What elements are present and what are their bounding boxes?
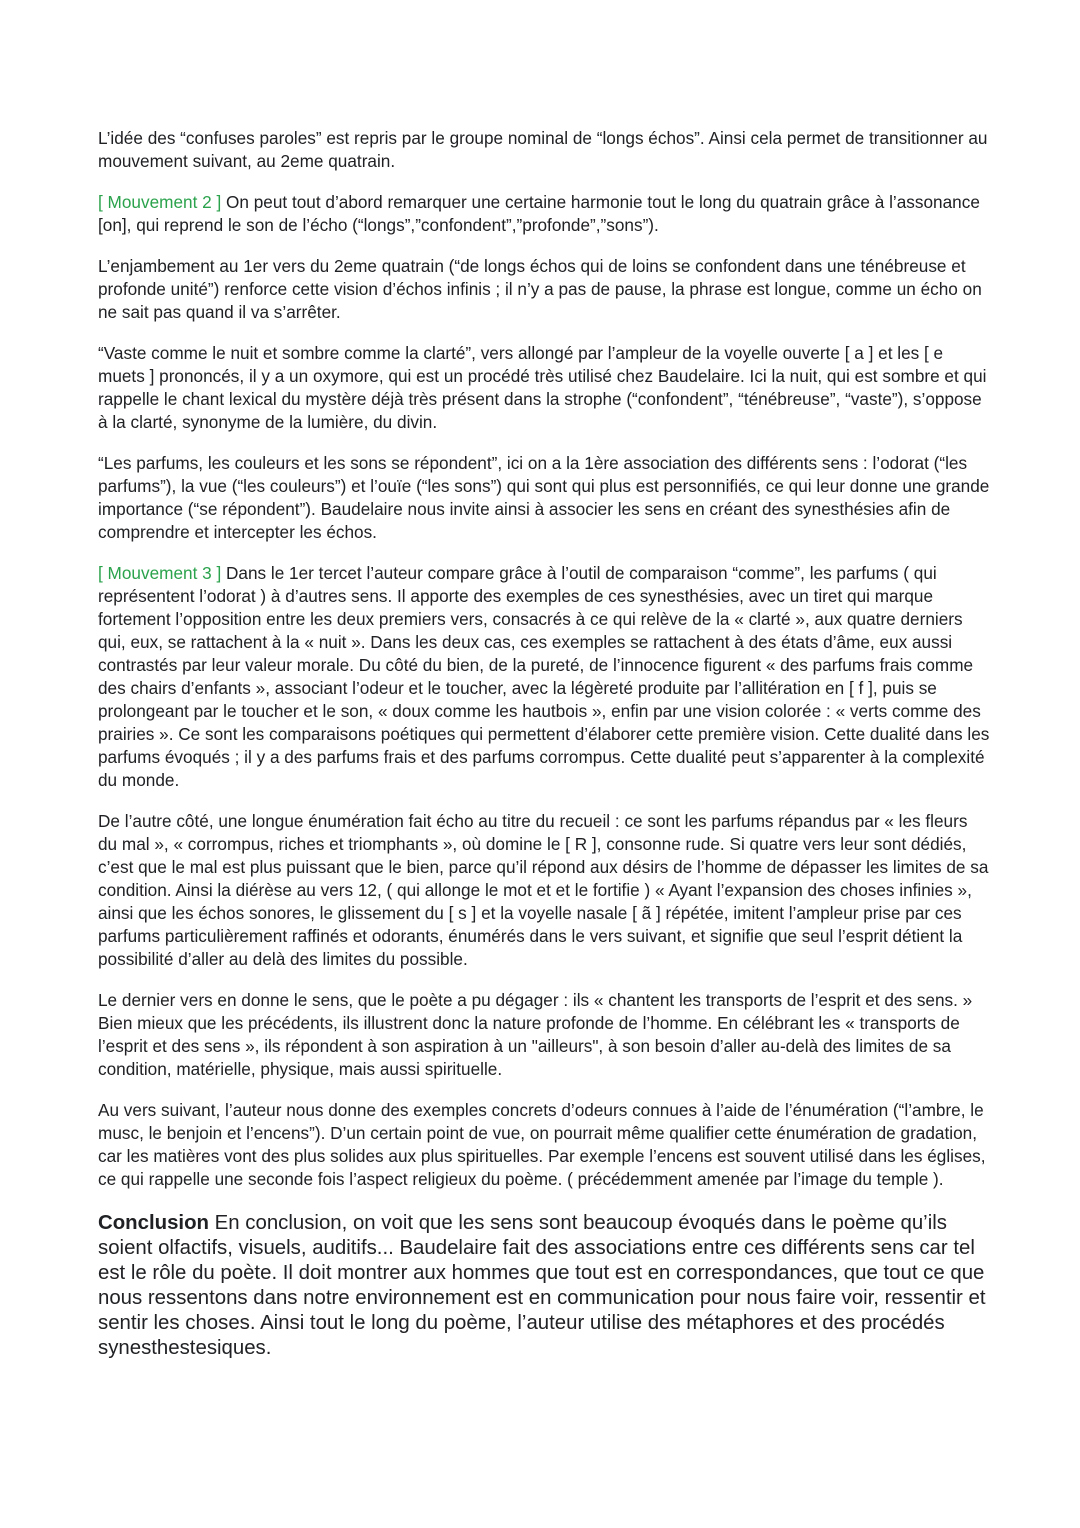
paragraph-synesthesie: “Les parfums, les couleurs et les sons se répondent”, ici on a la 1ère association des différents sens : l’odorat (“les parfums”), la vue (“les couleurs”) et l’ouïe (“les sons”) qui sont qui plus est personnifiés, ce qui leur donne une grande importance (“se répondent”). Baudelaire nous invite ainsi à associer les sens en créant des synesthésies afin de comprendre et intercepter les échos. <box>98 453 990 542</box>
paragraph-fleurs-du-mal: De l’autre côté, une longue énumération fait écho au titre du recueil : ce sont les parfums répandus par « les fleurs du mal », « corrompus, riches et triomphants », où domine le [ R ], consonne rude. Si quatre vers leur sont dédiés, c’est que le mal est plus puissant que le bien, parce qu’il répond aux désirs de l’homme de dépasser les limites de sa condition. Ainsi la diérèse au vers 12, ( qui allonge le mot et et le fortifie ) « Ayant l’expansion des choses infinies », ainsi que les échos sonores, le glissement du [ s ] et la voyelle nasale [ ã ] répétée, imitent l’ampleur prise par ces parfums particulièrement raffinés et odorants, énumérés dans le vers suivant, et signifie que seul l’esprit détient la possibilité d’aller au delà des limites du possible. <box>98 811 989 969</box>
paragraph-mouvement-3-text: Dans le 1er tercet l’auteur compare grâce à l’outil de comparaison “comme”, les parfums ( qui représentent l’odorat ) à d’autres sens. Il apporte des exemples de ces synesthésies, avec un tiret qui marque fortement l’opposition entre les deux premiers vers, consacrés à ce qui relève de la « clarté », aux quatre derniers qui, eux, se rattachent à la « nuit ». Dans les deux cas, ces exemples se rattachent à des états d’âme, eux aussi contrastés par leur valeur morale. Du côté du bien, de la pureté, de l’innocence figurent « des parfums frais comme des chairs d’enfants », associant l’odeur et le toucher, avec la légèreté produite par l’allitération en [ f ], puis se prolongeant par le toucher et le son, « doux comme les hautbois », enfin par une vision colorée : « verts comme des prairies ». Ce sont les comparaisons poétiques qui permettent d’élaborer cette première vision. Cette dualité dans les parfums évoqués ; il y a des parfums frais et des parfums corrompus. Cette dualité peut s’apparenter à la complexité du monde. <box>98 563 990 790</box>
paragraph-enjambement: L’enjambement au 1er vers du 2eme quatrain (“de longs échos qui de loins se confondent dans une ténébreuse et profonde unité”) renforce cette vision d’échos infinis ; il n’y a pas de pause, la phrase est longue, comme un écho on ne sait pas quand il va s’arrêter. <box>98 256 982 322</box>
paragraph-conclusion <box>98 1211 990 1361</box>
paragraph-dernier-vers: Le dernier vers en donne le sens, que le poète a pu dégager : ils « chantent les transports de l’esprit et des sens. » Bien mieux que les précédents, ils illustrent donc la nature profonde de l’homme. En célébrant les « transports de l’esprit et des sens », ils répondent à son aspiration à un "ailleurs", à son besoin d’aller au-delà des limites de sa condition, matérielle, physique, mais aussi spirituelle. <box>98 990 973 1079</box>
document-body <box>98 127 990 1379</box>
paragraph-transition: L’idée des “confuses paroles” est repris par le groupe nominal de “longs échos”. Ainsi cela permet de transitionner au mouvement suivant, au 2eme quatrain. <box>98 128 988 171</box>
paragraph-mouvement-2-text: On peut tout d’abord remarquer une certaine harmonie tout le long du quatrain grâce à l’assonance [on], qui reprend le son de l’écho (“longs”,”confondent”,”profonde”,”sons”). <box>98 192 980 235</box>
paragraph-mouvement-2 <box>98 191 990 237</box>
conclusion-text: En conclusion, on voit que les sens sont beaucoup évoqués dans le poème qu’ils soient olfactifs, visuels, auditifs... Baudelaire fait des associations entre ces différents sens car tel est le rôle du poète. Il doit montrer aux hommes que tout est en correspondances, que tout ce que nous ressentons dans notre environnement est en communication pour nous faire voir, ressentir et sentir les choses. Ainsi tout le long du poème, l’auteur utilise des métaphores et des procédés synesthestesiques. <box>98 1212 986 1359</box>
paragraph-mouvement-3 <box>98 562 990 792</box>
section-label-mouvement-2: [ Mouvement 2 ] <box>98 192 222 212</box>
section-label-mouvement-3: [ Mouvement 3 ] <box>98 563 222 583</box>
paragraph-enumeration: Au vers suivant, l’auteur nous donne des exemples concrets d’odeurs connues à l’aide de l’énumération (“l’ambre, le musc, le benjoin et l’encens”). D’un certain point de vue, on pourrait même qualifier cette énumération de gradation, car les matières vont des plus solides aux plus spirituelles. Par exemple l’encens est souvent utilisé dans les églises, ce qui rappelle une seconde fois l’aspect religieux du poème. ( précédemment amenée par l’image du temple ). <box>98 1100 986 1189</box>
paragraph-oxymore: “Vaste comme le nuit et sombre comme la clarté”, vers allongé par l’ampleur de la voyelle ouverte [ a ] et les [ e muets ] prononcés, il y a un oxymore, qui est un procédé très utilisé chez Baudelaire. Ici la nuit, qui est sombre et qui rappelle le chant lexical du mystère déjà très présent dans la strophe (“confondent”, “ténébreuse”, “vaste”), s’oppose à la clarté, synonyme de la lumière, du divin. <box>98 343 987 432</box>
conclusion-heading: Conclusion <box>98 1212 210 1234</box>
